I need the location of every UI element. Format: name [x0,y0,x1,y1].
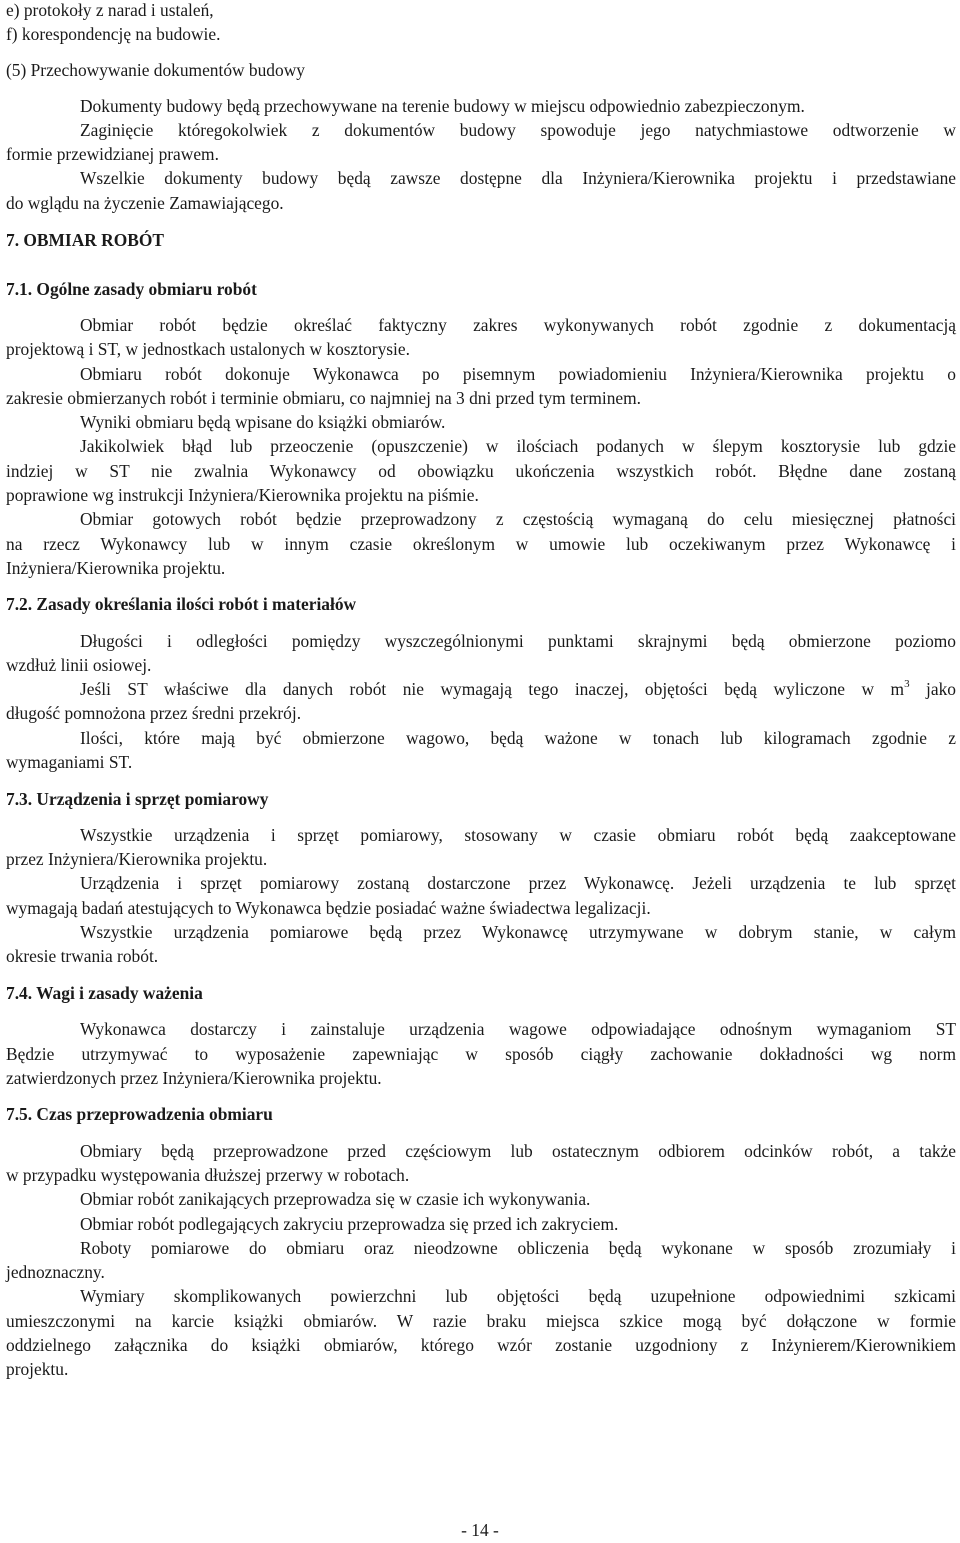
section-7-1-heading: 7.1. Ogólne zasady obmiaru robót [6,279,257,299]
paragraph-line: oddzielnego załącznika do książki obmiarów, którego wzór zostanie uzgodniony z Inżynierem/Kierownikiem [6,1335,956,1355]
paragraph-line: Roboty pomiarowe do obmiaru oraz nieodzowne obliczenia będą wykonane w sposób zrozumiały i [80,1238,956,1258]
list-item-e: e) protokoły z narad i ustaleń, [6,0,214,20]
paragraph-line: wymaganiami ST. [6,752,133,772]
paragraph-line: Obmiar robót zanikających przeprowadza się w czasie ich wykonywania. [80,1189,591,1209]
paragraph-line: wymagają badań atestujących to Wykonawca będzie posiadać ważne świadectwa legalizacji. [6,898,651,918]
paragraph-line: Długości i odległości pomiędzy wyszczególnionymi punktami skrajnymi będą obmierzone poziomo [80,631,956,651]
paragraph-line: Obmiar robót podlegających zakryciu przeprowadza się przed ich zakryciem. [80,1214,619,1234]
paragraph-line: Obmiar gotowych robót będzie przeprowadzony z częstością wymaganą do celu miesięcznej płatności [80,509,956,529]
paragraph-line: projektową i ST, w jednostkach ustalonych w kosztorysie. [6,339,410,359]
paragraph-line: Jakikolwiek błąd lub przeoczenie (opuszczenie) w ilościach podanych w ślepym kosztorysie lub gdzie [80,436,956,456]
paragraph-line: okresie trwania robót. [6,946,159,966]
paragraph-line: Wymiary skomplikowanych powierzchni lub objętości będą uzupełnione odpowiednimi szkicami [80,1286,956,1306]
page-number: - 14 - [461,1520,499,1540]
paragraph-line: Będzie utrzymywać to wyposażenie zapewniając w sposób ciągły zachowanie dokładności wg norm [6,1044,956,1064]
paragraph-line: Wszystkie urządzenia pomiarowe będą przez Wykonawcę utrzymywane w dobrym stanie, w całym [80,922,956,942]
section-7-5-heading: 7.5. Czas przeprowadzenia obmiaru [6,1104,273,1124]
paragraph-line: długość pomnożona przez średni przekrój. [6,703,302,723]
paragraph-line: Wykonawca dostarczy i zainstaluje urządzenia wagowe odpowiadające odnośnym wymaganiom ST [80,1019,956,1039]
paragraph-line: Dokumenty budowy będą przechowywane na terenie budowy w miejscu odpowiednio zabezpieczonym. [80,96,805,116]
section-5-heading: (5) Przechowywanie dokumentów budowy [6,60,305,80]
paragraph-line: indziej w ST nie zwalnia Wykonawcy od obowiązku ukończenia wszystkich robót. Błędne dane zostaną [6,461,956,481]
paragraph-line: Obmiaru robót dokonuje Wykonawca po pisemnym powiadomieniu Inżyniera/Kierownika projektu o [80,364,956,384]
superscript: 3 [904,678,910,690]
paragraph-line: do wglądu na życzenie Zamawiającego. [6,193,284,213]
paragraph-line: formie przewidzianej prawem. [6,144,219,164]
paragraph-line: wzdłuż linii osiowej. [6,655,152,675]
section-7-3-heading: 7.3. Urządzenia i sprzęt pomiarowy [6,789,269,809]
paragraph-line: Wszystkie urządzenia i sprzęt pomiarowy, stosowany w czasie obmiaru robót będą zaakceptowane [80,825,956,845]
paragraph-line: w przypadku występowania dłuższej przerwy w robotach. [6,1165,410,1185]
chapter-heading: 7. OBMIAR ROBÓT [6,230,164,250]
paragraph-line: projektu. [6,1359,69,1379]
paragraph-line: Urządzenia i sprzęt pomiarowy zostaną dostarczone przez Wykonawcę. Jeżeli urządzenia te lub sprzęt [80,873,956,893]
paragraph-line: zakresie obmierzanych robót i terminie obmiaru, co najmniej na 3 dni przed tym terminem. [6,388,642,408]
section-7-2-heading: 7.2. Zasady określania ilości robót i materiałów [6,594,357,614]
paragraph-line: Jeśli ST właściwe dla danych robót nie wymagają tego inaczej, objętości będą wyliczone w $m^3$ jako [80,678,956,699]
paragraph-line: Zaginięcie któregokolwiek z dokumentów budowy spowoduje jego natychmiastowe odtworzenie w [80,120,956,140]
paragraph-line: Wszelkie dokumenty budowy będą zawsze dostępne dla Inżyniera/Kierownika projektu i przedstawiane [80,168,956,188]
paragraph-line: Inżyniera/Kierownika projektu. [6,558,226,578]
paragraph-line: jednoznaczny. [6,1262,105,1282]
paragraph-line: zatwierdzonych przez Inżyniera/Kierownika projektu. [6,1068,382,1088]
paragraph-line: Wyniki obmiaru będą wpisane do książki obmiarów. [80,412,446,432]
paragraph-line: Obmiary będą przeprowadzone przed częściowym lub ostatecznym odbiorem odcinków robót, a także [80,1141,956,1161]
paragraph-line: poprawione wg instrukcji Inżyniera/Kierownika projektu na piśmie. [6,485,479,505]
paragraph-line: umieszczonymi na karcie książki obmiarów. W razie braku miejsca szkice mogą być dołączone w formie [6,1311,956,1331]
paragraph-line: Ilości, które mają być obmierzone wagowo, będą ważone w tonach lub kilogramach zgodnie z [80,728,956,748]
list-item-f: f) korespondencję na budowie. [6,24,221,44]
paragraph-line: przez Inżyniera/Kierownika projektu. [6,849,268,869]
paragraph-line: na rzecz Wykonawcy lub w innym czasie określonym w umowie lub oczekiwanym przez Wykonawcę i [6,534,956,554]
paragraph-line: Obmiar robót będzie określać faktyczny zakres wykonywanych robót zgodnie z dokumentacją [80,315,956,335]
section-7-4-heading: 7.4. Wagi i zasady ważenia [6,983,203,1003]
